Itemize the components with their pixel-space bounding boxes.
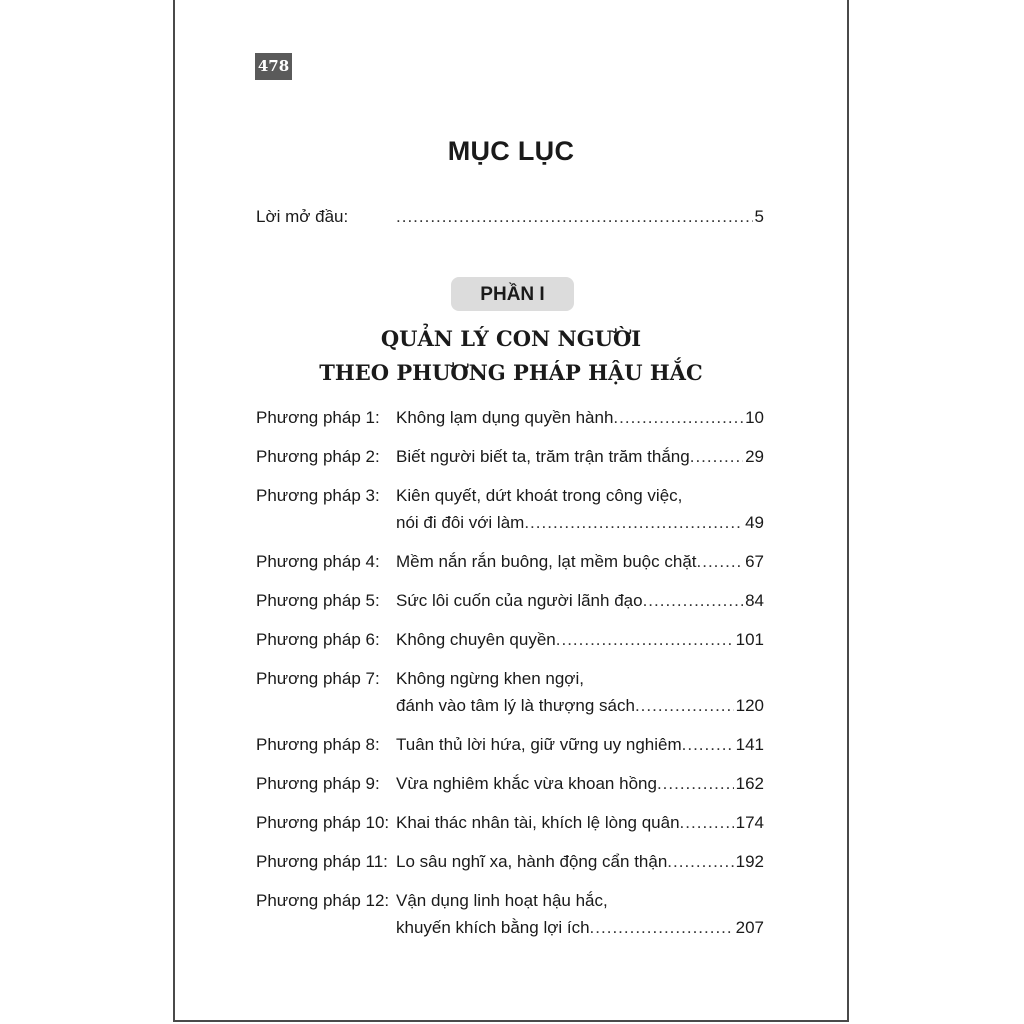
- toc-entry-body: [396, 548, 764, 575]
- toc-entry-label: Phương pháp 11:: [256, 852, 388, 871]
- toc-entry-label: Phương pháp 5:: [256, 591, 380, 610]
- toc-entry-line: [396, 809, 764, 836]
- toc-entry: [256, 665, 764, 719]
- toc-entry-text: Vận dụng linh hoạt hậu hắc,: [396, 891, 608, 910]
- toc-entry: [256, 443, 764, 470]
- toc-entry: [256, 809, 764, 836]
- toc-entry-page: 120: [735, 696, 764, 715]
- toc-entry-line: [396, 848, 764, 875]
- part-title-line-1: QUẢN LÝ CON NGƯỜI: [380, 326, 642, 351]
- toc-entry-label: Phương pháp 6:: [256, 630, 380, 649]
- toc-entry-page: 174: [735, 813, 764, 832]
- toc-entry-text: Khai thác nhân tài, khích lệ lòng quân: [396, 813, 680, 832]
- toc-entry: [256, 548, 764, 575]
- toc-entry-page: 5: [754, 207, 764, 226]
- dot-leader: [590, 914, 734, 941]
- toc-entry-page: 101: [735, 630, 764, 649]
- toc-entry-line: [396, 587, 764, 614]
- toc-entry: [256, 731, 764, 758]
- toc-entry-label: Phương pháp 10:: [256, 813, 390, 832]
- toc-entry-text: Biết người biết ta, trăm trận trăm thắng: [396, 447, 690, 466]
- toc-entry-text: Vừa nghiêm khắc vừa khoan hồng: [396, 774, 657, 793]
- toc-entry-body: [396, 626, 764, 653]
- toc-entry-line: [396, 626, 764, 653]
- toc-entry-line: [396, 692, 764, 719]
- dot-leader: [680, 809, 734, 836]
- toc-entry-line: [396, 731, 764, 758]
- dot-leader: [682, 731, 734, 758]
- toc-entry: [256, 482, 764, 536]
- toc-entry-body: [396, 404, 764, 431]
- toc-entry-label: Phương pháp 4:: [256, 552, 380, 571]
- dot-leader: [643, 587, 744, 614]
- toc-entry: [256, 404, 764, 431]
- toc-entry-intro: [256, 207, 764, 227]
- dot-leader: [657, 770, 734, 797]
- toc-entry-label: Lời mở đầu:: [256, 207, 349, 226]
- toc-entry-page: 67: [745, 552, 764, 571]
- toc-entry-label: Phương pháp 7:: [256, 669, 380, 688]
- toc-entry-text: đánh vào tâm lý là thượng sách: [396, 696, 635, 715]
- toc-entry-line: [396, 914, 764, 941]
- toc-entry-text: Sức lôi cuốn của người lãnh đạo: [396, 591, 643, 610]
- toc-entry: [256, 887, 764, 941]
- part-title-line-2: THEO PHƯƠNG PHÁP HẬU HẮC: [319, 360, 703, 385]
- toc-entry-line: [396, 665, 764, 692]
- dot-leader: [635, 692, 734, 719]
- toc-entry-text: Không lạm dụng quyền hành: [396, 408, 614, 427]
- toc-entry-page: 207: [735, 918, 764, 937]
- toc-entry-page: 141: [735, 735, 764, 754]
- toc-entry: [256, 770, 764, 797]
- toc-entry-text: nói đi đôi với làm: [396, 513, 525, 532]
- toc-entry-label: Phương pháp 8:: [256, 735, 380, 754]
- toc-entry-body: [396, 809, 764, 836]
- toc-entry-text: Không chuyên quyền: [396, 630, 556, 649]
- toc-entry-line: [396, 509, 764, 536]
- toc-entry: [256, 848, 764, 875]
- toc-entry-page: 29: [745, 447, 764, 466]
- toc-entry-page: 84: [745, 591, 764, 610]
- dot-leader: [524, 509, 743, 536]
- dot-leader: [613, 404, 743, 431]
- toc-entry-line: [396, 548, 764, 575]
- toc-entry: [256, 626, 764, 653]
- toc-entry-text: Kiên quyết, dứt khoát trong công việc,: [396, 486, 683, 505]
- toc-title: MỤC LỤC: [447, 136, 575, 166]
- toc-entry-body: [396, 587, 764, 614]
- part-badge: PHẦN I: [451, 277, 574, 311]
- page-number: 478: [255, 53, 292, 80]
- toc-entry-body: [396, 665, 764, 719]
- toc-entry-text: khuyến khích bằng lợi ích: [396, 918, 590, 937]
- toc-entry-label: Phương pháp 2:: [256, 447, 380, 466]
- dot-leader: [556, 626, 734, 653]
- toc-entry-line: [396, 887, 764, 914]
- toc-entry-page: 192: [735, 852, 764, 871]
- toc-entry-body: [396, 770, 764, 797]
- toc-entry-label: Phương pháp 1:: [256, 408, 380, 427]
- toc-entry-page: 10: [745, 408, 764, 427]
- dot-leader: [697, 548, 744, 575]
- toc-entry-text: Tuân thủ lời hứa, giữ vững uy nghiêm: [396, 735, 682, 754]
- toc-entry-text: Lo sâu nghĩ xa, hành động cẩn thận: [396, 852, 668, 871]
- toc-entry-text: Không ngừng khen ngợi,: [396, 669, 584, 688]
- toc-entry-label: Phương pháp 9:: [256, 774, 380, 793]
- toc-entry-line: [396, 770, 764, 797]
- toc-entry-line: [396, 404, 764, 431]
- toc-entry: [256, 587, 764, 614]
- toc-entry-body: [396, 443, 764, 470]
- toc-entry-label: Phương pháp 12:: [256, 891, 390, 910]
- toc-entry-page: 162: [735, 774, 764, 793]
- toc-entry-line: [396, 443, 764, 470]
- toc-entry-body: [396, 731, 764, 758]
- dot-leader: [690, 443, 743, 470]
- toc-list: [256, 404, 764, 953]
- toc-entry-text: Mềm nắn rắn buông, lạt mềm buộc chặt: [396, 552, 697, 571]
- toc-entry-line: [396, 482, 764, 509]
- toc-entry-body: [396, 887, 764, 941]
- toc-entry-body: [396, 482, 764, 536]
- toc-entry-page: 49: [745, 513, 764, 532]
- dot-leader: [396, 207, 753, 227]
- dot-leader: [667, 848, 733, 875]
- toc-entry-label: Phương pháp 3:: [256, 486, 380, 505]
- toc-entry-body: [396, 848, 764, 875]
